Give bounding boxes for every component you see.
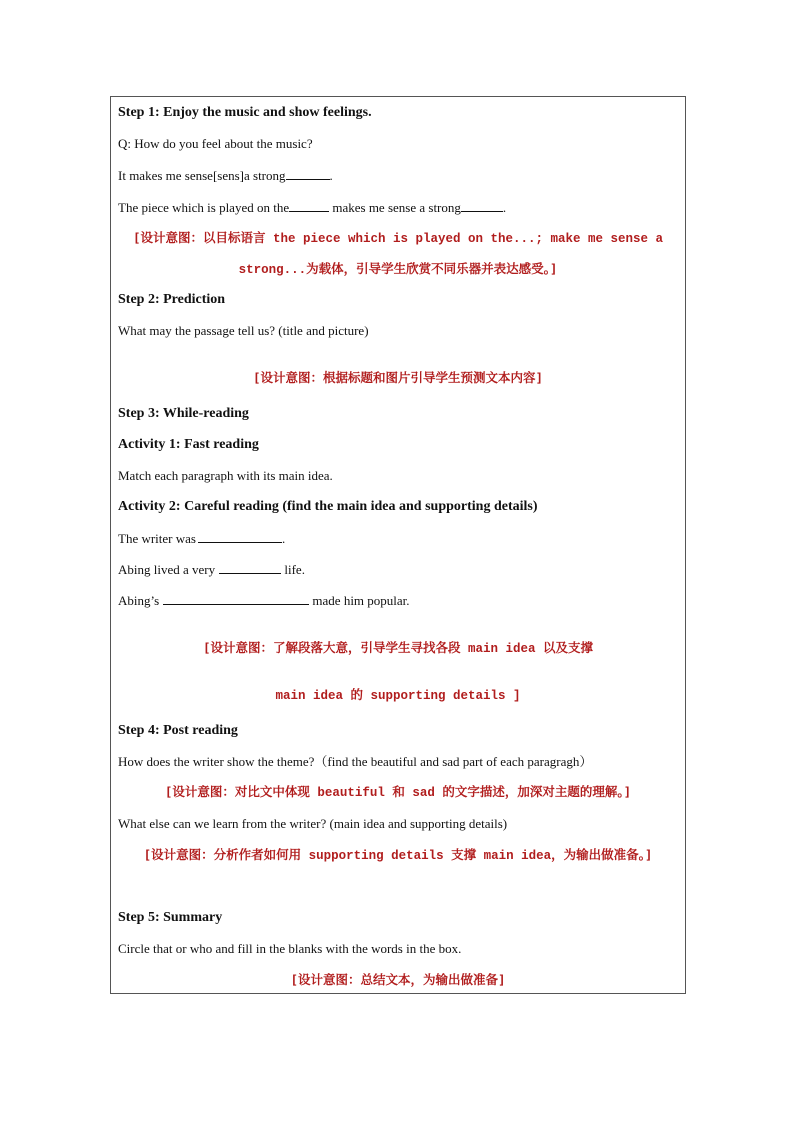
step3-heading: Step 3: While-reading <box>118 406 249 421</box>
note-code: strong... <box>238 263 307 277</box>
step3-line1 <box>118 530 285 547</box>
blank <box>289 199 329 212</box>
blank <box>163 592 309 605</box>
step3-line3-text: Abing’s <box>118 593 160 608</box>
activity1-text: Match each paragraph with its main idea. <box>118 468 333 483</box>
note-code: supporting details <box>301 849 452 863</box>
step1-line2 <box>118 199 506 216</box>
step3-line2-text: Abing lived a very <box>118 562 216 577</box>
note-code: supporting details ] <box>363 689 521 703</box>
step5-design-note: [设计意图：总结文本，为输出做准备] <box>290 972 506 987</box>
blank <box>286 167 330 180</box>
note-text: ，为输出做准备。] <box>551 847 653 862</box>
step4-question-2: What else can we learn from the writer? (main idea and supporting details) <box>118 816 508 831</box>
activity2-heading: Activity 2: Careful reading (find the main idea and supporting details) <box>118 499 538 514</box>
note-code: beautiful <box>309 786 393 800</box>
step5-question: Circle that or who and fill in the blanks with the words in the box. <box>118 941 462 956</box>
note-text: 和 <box>392 784 405 799</box>
note-text: 为载体，引导学生欣赏不同乐器并表达感受。] <box>306 261 558 276</box>
step3-line2-end: life. <box>281 562 305 577</box>
note-text: [设计意图：分析作者如何用 <box>143 847 302 862</box>
note-code: the piece which is played on the...; make me sense a <box>265 232 664 246</box>
step1-design-note-2 <box>110 261 686 278</box>
step5-heading: Step 5: Summary <box>118 910 223 925</box>
step1-heading: Step 1: Enjoy the music and show feelings. <box>118 105 372 120</box>
note-code: sad <box>404 786 443 800</box>
note-text: [设计意图：以目标语言 <box>132 230 266 245</box>
blank <box>461 199 503 212</box>
step1-line1-text: It makes me sense[sens]a strong <box>118 168 286 183</box>
note-text: [设计意图：了解段落大意，引导学生寻找各段 <box>202 640 461 655</box>
step3-line1-end: . <box>281 531 286 546</box>
step2-heading: Step 2: Prediction <box>118 292 226 307</box>
note-code: main idea <box>460 642 544 656</box>
step1-line2-text: The piece which is played on the <box>118 200 290 215</box>
step3-design-note-2 <box>110 687 686 704</box>
note-code: main idea <box>275 689 351 703</box>
step3-line2 <box>118 561 305 578</box>
step4-design-note-1 <box>110 784 686 801</box>
note-text: [设计意图：对比文中体现 <box>164 784 310 799</box>
note-text: 的文字描述，加深对主题的理解。] <box>442 784 632 799</box>
step3-design-note-1 <box>110 640 686 657</box>
step1-line1 <box>118 167 333 184</box>
step1-design-note-1 <box>110 230 686 247</box>
blank <box>198 530 282 543</box>
step3-line3 <box>118 592 410 609</box>
step1-line2-mid: makes me sense a strong <box>329 200 461 215</box>
step2-question: What may the passage tell us? (title and picture) <box>118 323 369 338</box>
step3-line3-end: made him popular. <box>309 593 410 608</box>
step1-line2-end: . <box>502 200 507 215</box>
step1-line1-end: . <box>329 168 333 183</box>
note-text: 的 <box>350 687 363 702</box>
blank <box>219 561 281 574</box>
step4-heading: Step 4: Post reading <box>118 723 238 738</box>
step4-question-1: How does the writer show the theme?（find the beautiful and sad part of each paragragh） <box>118 754 593 769</box>
note-text: 支撑 <box>451 847 477 862</box>
step4-design-note-2 <box>110 847 686 864</box>
note-text: 以及支撑 <box>543 640 594 655</box>
step3-line1-text: The writer was <box>118 531 196 546</box>
activity1-heading: Activity 1: Fast reading <box>118 437 259 452</box>
step2-design-note: [设计意图：根据标题和图片引导学生预测文本内容] <box>252 370 544 385</box>
step1-question: Q: How do you feel about the music? <box>118 136 313 151</box>
note-code: main idea <box>476 849 552 863</box>
